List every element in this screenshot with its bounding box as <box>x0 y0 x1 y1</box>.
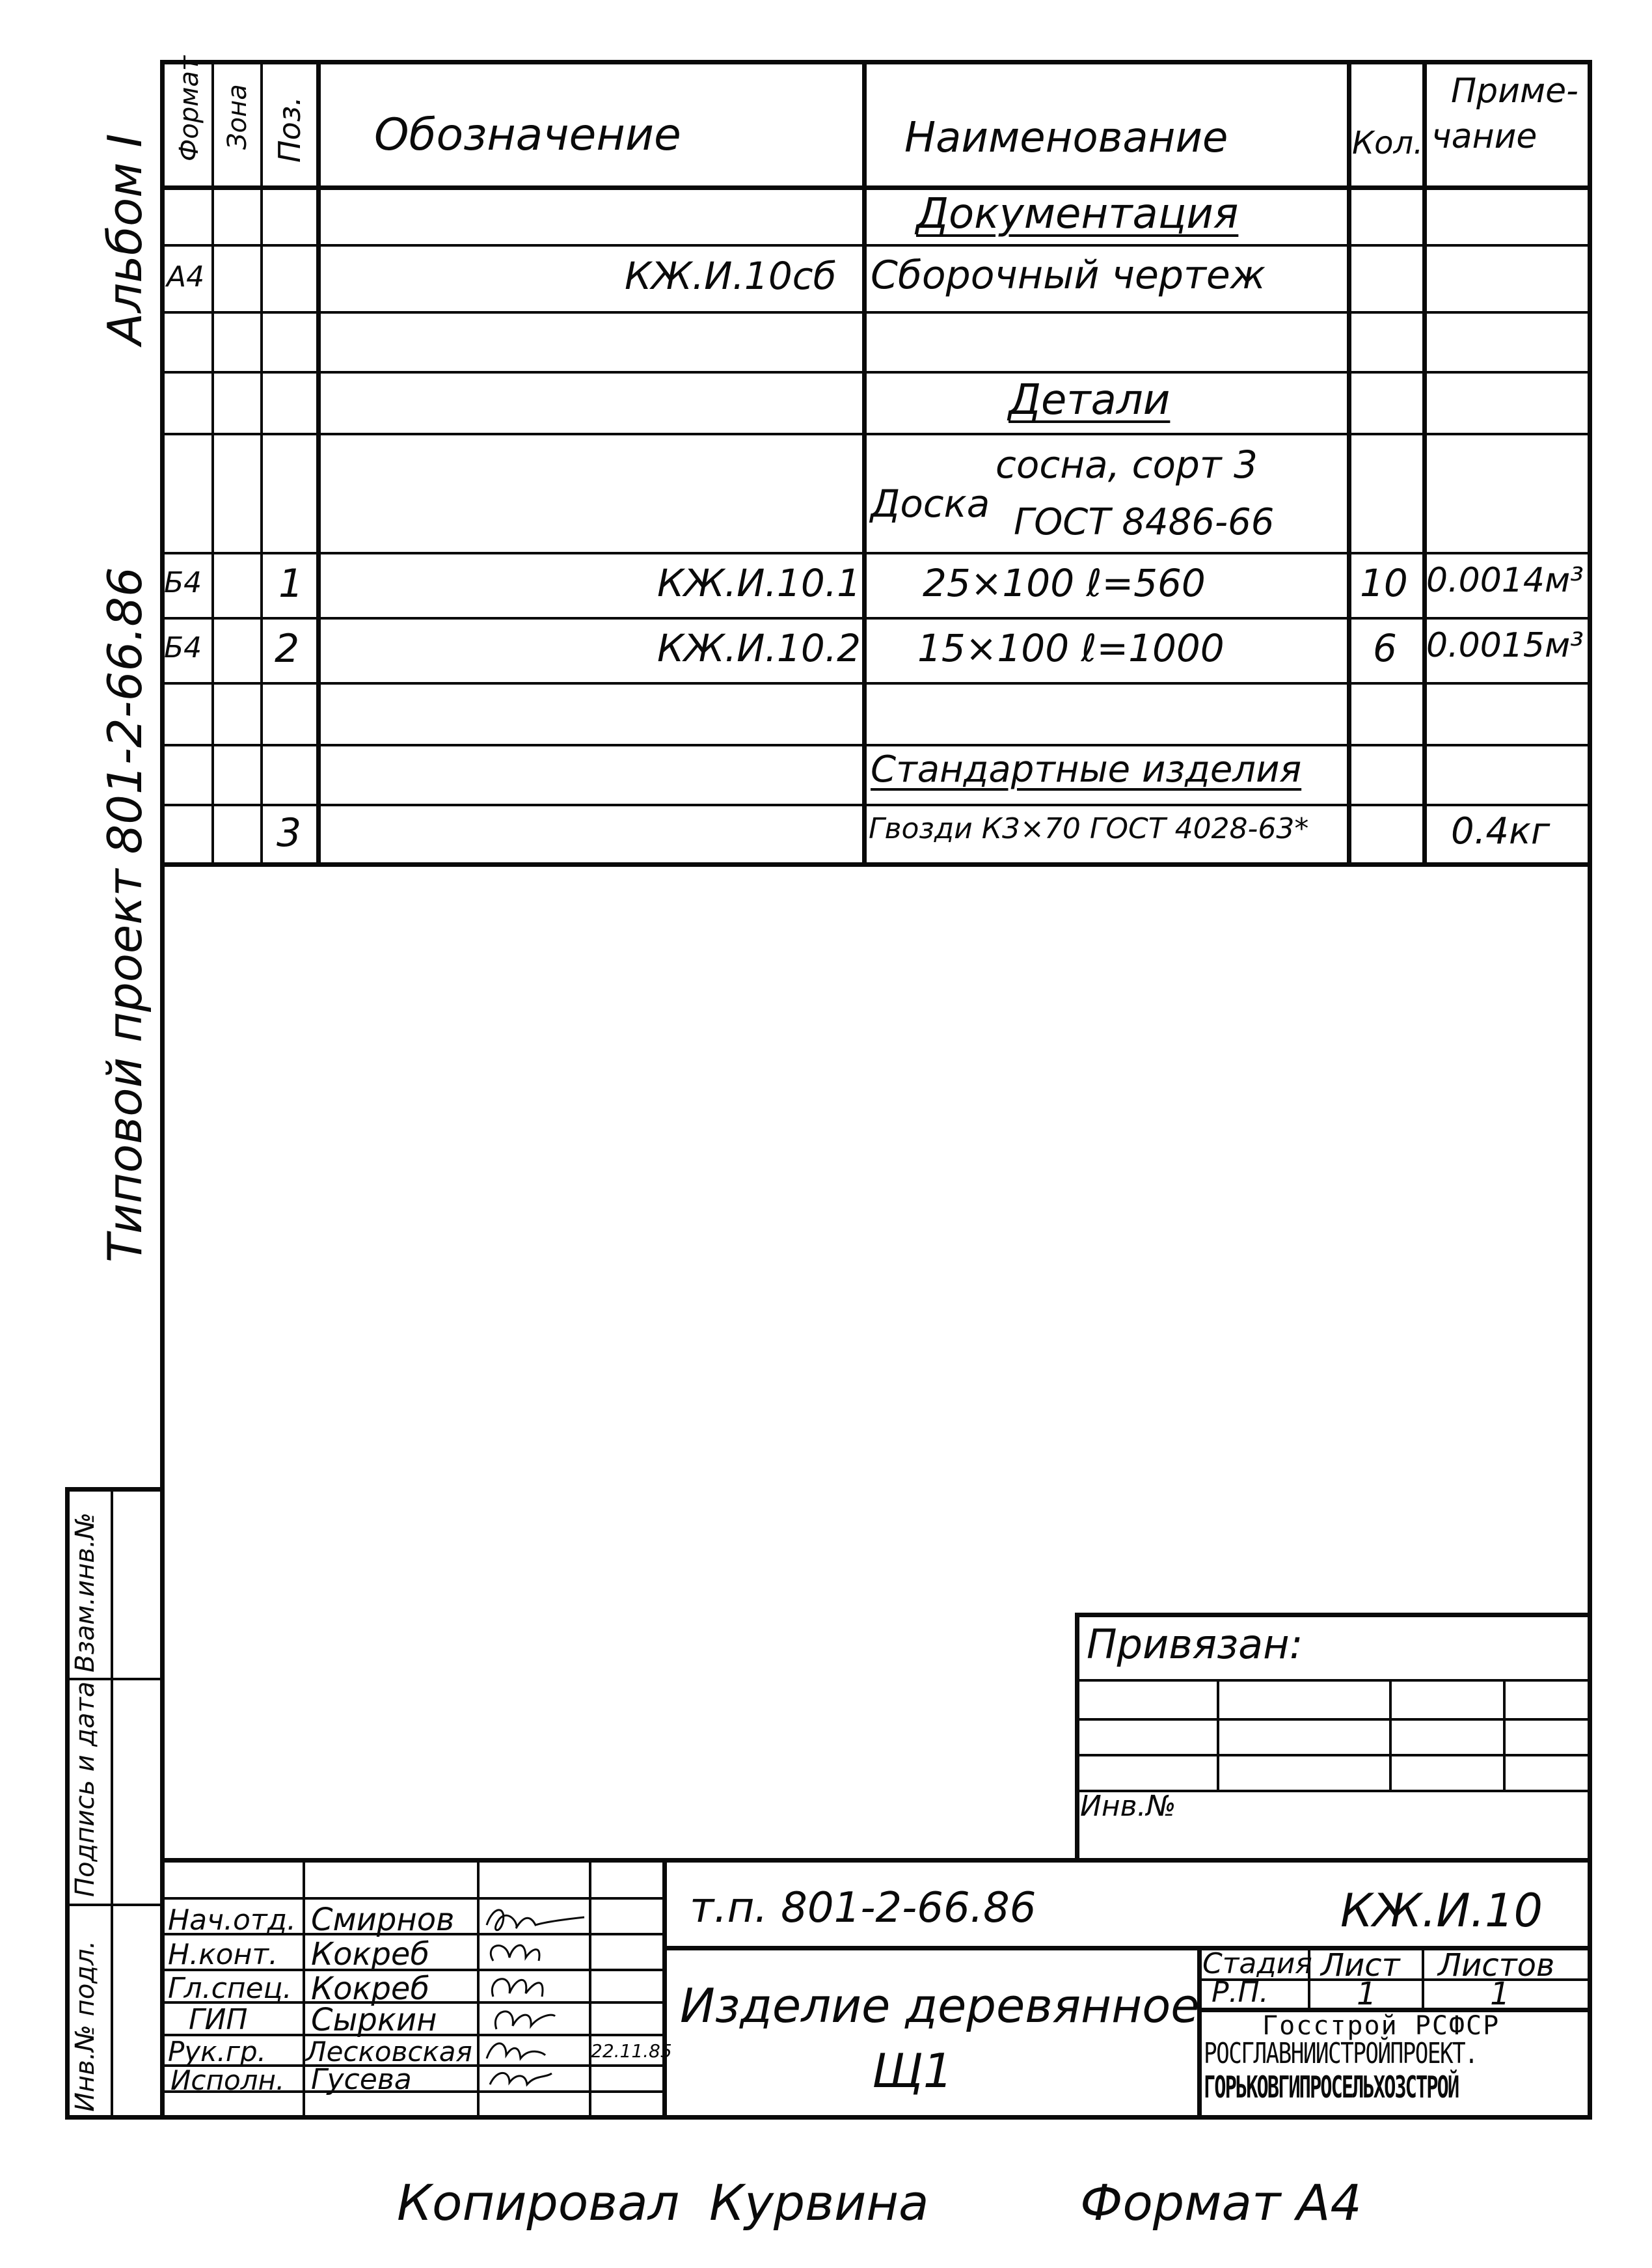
grid-h <box>160 682 1590 685</box>
signer-name: Гусева <box>311 2063 412 2096</box>
stamp-div-line <box>65 1678 163 1680</box>
stamp-inv-podl: Инв.№ подл. <box>70 1940 100 2112</box>
row-note: 0.0015м³ <box>1426 626 1584 665</box>
signer-date: 22.11.85 <box>591 2040 672 2062</box>
row-pos: 1 <box>278 561 304 607</box>
header-format: Формат <box>174 55 204 161</box>
grid-h <box>160 744 1590 746</box>
signer-name: Кокреб <box>311 1936 430 1973</box>
stage-header: Стадия <box>1202 1947 1312 1980</box>
signer-name: Кокреб <box>311 1971 430 2007</box>
stamp-top-line <box>65 1487 163 1492</box>
frame-left-line <box>160 60 165 2120</box>
row-pos: 2 <box>275 626 300 672</box>
footer-copier-name: Курвина <box>709 2174 929 2232</box>
stamp-outer-line <box>65 1487 70 2118</box>
privyazan-line <box>1075 1754 1589 1756</box>
privyazan-col <box>1389 1679 1392 1790</box>
signer-role: Рук.гр. <box>168 2036 266 2068</box>
sheet-header: Лист <box>1321 1947 1400 1984</box>
header-note-line1: Приме- <box>1451 72 1578 111</box>
header-pos: Поз. <box>272 96 307 163</box>
grid-h <box>160 804 1590 806</box>
row-name: Гвозди К3×70 ГОСТ 4028-63* <box>869 812 1309 845</box>
privyazan-inv-no: Инв.№ <box>1080 1790 1176 1823</box>
row-name-main: Доска <box>871 482 990 526</box>
section-documentation: Документация <box>916 190 1239 238</box>
frame-right-line <box>1588 60 1592 2120</box>
signatures-graphic <box>480 1899 588 2091</box>
row-name: 15×100 ℓ=1000 <box>917 626 1225 670</box>
row-format: Б4 <box>164 631 202 664</box>
header-name: Наименование <box>904 114 1228 162</box>
org-ministry: Госстрой РСФСР <box>1262 2011 1500 2041</box>
header-qty: Кол. <box>1352 125 1424 161</box>
footer-format: Формат А4 <box>1080 2174 1362 2232</box>
row-note: 0.4кг <box>1451 810 1550 853</box>
title-sheets-col <box>1422 1946 1424 2008</box>
frame-bottom-line <box>65 2115 1592 2120</box>
signer-role: Н.конт. <box>168 1938 278 1971</box>
title-product-name: Изделие деревянное <box>680 1978 1200 2033</box>
section-details: Детали <box>1009 376 1171 424</box>
signer-role: Гл.спец. <box>168 1972 292 2005</box>
row-designation: КЖ.И.10.2 <box>657 626 861 670</box>
title-top-line <box>160 1858 1592 1863</box>
privyazan-line <box>1075 1679 1589 1682</box>
row-qty: 6 <box>1373 626 1397 670</box>
grid-h <box>160 244 1590 247</box>
row-name: Сборочный чертеж <box>871 253 1266 298</box>
sheets-header: Листов <box>1438 1947 1555 1984</box>
stamp-vzam-inv: Взам.инв.№ <box>70 1512 100 1673</box>
grid-h <box>160 311 1590 314</box>
privyazan-left-line <box>1075 1613 1079 1860</box>
sheets-value: 1 <box>1490 1976 1510 2012</box>
frame-top-line <box>160 60 1592 64</box>
grid-h <box>160 433 1590 435</box>
stamp-podpis-data: Подпись и дата <box>70 1681 100 1897</box>
title-grid-h <box>160 1897 664 1900</box>
row-designation: КЖ.И.10.1 <box>657 561 861 605</box>
row-name: 25×100 ℓ=560 <box>923 561 1206 605</box>
privyazan-col <box>1217 1679 1219 1790</box>
album-label: Альбом I <box>98 133 152 345</box>
row-name-standard: ГОСТ 8486-66 <box>1014 501 1275 543</box>
org-design-bureau: ГОРЬКОВГИПРОСЕЛЬХОЗСТРОЙ <box>1204 2070 1459 2105</box>
privyazan-top-line <box>1075 1613 1590 1617</box>
header-zone: Зона <box>223 84 252 150</box>
signer-name: Смирнов <box>311 1902 455 1938</box>
row-format: Б4 <box>164 566 202 599</box>
title-product-mark: Щ1 <box>872 2043 953 2098</box>
grid-h <box>160 371 1590 374</box>
grid-h <box>160 552 1590 554</box>
header-note-line2: чание <box>1431 117 1537 156</box>
privyazan-title: Привязан: <box>1087 1620 1303 1668</box>
title-doc-mark: КЖ.И.10 <box>1340 1884 1543 1937</box>
section-standard-items: Стандартные изделия <box>871 748 1302 791</box>
signer-name: Лесковская <box>306 2036 472 2068</box>
signer-role: Нач.отд. <box>168 1904 296 1937</box>
row-designation: КЖ.И.10сб <box>625 254 837 298</box>
header-designation: Обозначение <box>374 109 681 161</box>
row-name-material: сосна, сорт 3 <box>995 443 1258 487</box>
stamp-div-line <box>65 1904 163 1906</box>
signer-name: Сыркин <box>311 2002 437 2038</box>
privyazan-line <box>1075 1718 1589 1721</box>
grid-h <box>160 617 1590 620</box>
stage-value: Р.П. <box>1212 1976 1269 2009</box>
signer-role: Исполн. <box>170 2064 285 2096</box>
footer-copied-label: Копировал <box>397 2174 680 2232</box>
row-pos: 3 <box>277 810 302 856</box>
row-note: 0.0014м³ <box>1426 561 1584 600</box>
title-doc-code: т.п. 801-2-66.86 <box>690 1884 1036 1932</box>
org-institute: РОСГЛАВНИИСТРОЙПРОЕКТ. <box>1204 2037 1478 2070</box>
sheet-value: 1 <box>1357 1976 1377 2012</box>
stamp-inner-line <box>111 1487 113 2118</box>
row-qty: 10 <box>1360 561 1408 605</box>
row-format: А4 <box>167 260 205 294</box>
grid-h <box>160 862 1592 867</box>
project-label: Типовой проект 801-2-66.86 <box>98 567 152 1263</box>
signer-role: ГИП <box>189 2003 248 2036</box>
grid-h <box>160 185 1592 190</box>
privyazan-col <box>1503 1679 1506 1790</box>
